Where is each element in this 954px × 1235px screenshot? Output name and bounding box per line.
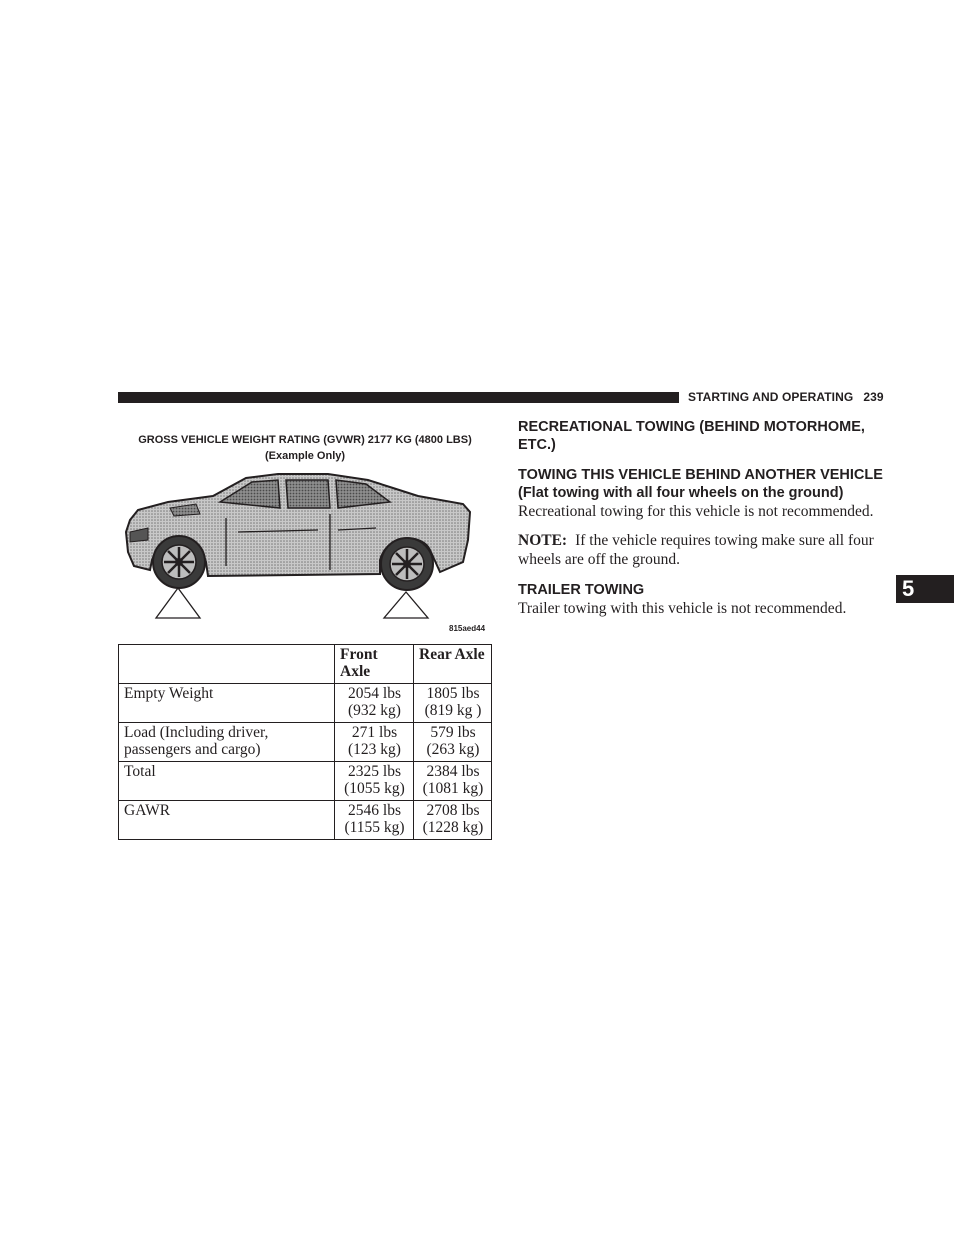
figure-caption (118, 432, 492, 464)
row-label: GAWR (119, 801, 335, 840)
table-row (119, 762, 492, 801)
row-label: Total (119, 762, 335, 801)
front-wheel (153, 536, 205, 588)
table-row (119, 723, 492, 762)
paragraph-trailer: Trailer towing with this vehicle is not recommended. (518, 600, 847, 617)
note-paragraph (518, 531, 894, 569)
rear-wheel (381, 538, 433, 590)
rear-axle-value: 2708 lbs (1228 kg) (414, 801, 492, 840)
running-header (688, 390, 884, 404)
rear-axle-value: 2384 lbs (1081 kg) (414, 762, 492, 801)
figure-caption-title: GROSS VEHICLE WEIGHT RATING (GVWR) 2177 KG (4800 LBS) (138, 434, 472, 446)
page-number: 239 (863, 390, 884, 404)
section-title: STARTING AND OPERATING (688, 390, 854, 404)
front-axle-value: 2325 lbs (1055 kg) (335, 762, 414, 801)
rear-axle-value: 1805 lbs (819 kg ) (414, 684, 492, 723)
heading-flat-towing: TOWING THIS VEHICLE BEHIND ANOTHER VEHICLE (Flat towing with all four wheels on the ground) (518, 467, 883, 501)
heading-recreational-towing: RECREATIONAL TOWING (BEHIND MOTORHOME, ETC.) (518, 419, 865, 453)
table-header-cell: Front Axle (335, 645, 414, 684)
table-header-row (119, 645, 492, 684)
rear-jack-stand (384, 592, 428, 618)
weight-table (118, 644, 492, 840)
figure-code: 815aed44 (449, 624, 486, 633)
paragraph-recreational: Recreational towing for this vehicle is not recommended. (518, 503, 874, 520)
front-axle-value: 271 lbs (123 kg) (335, 723, 414, 762)
rear-axle-value: 579 lbs (263 kg) (414, 723, 492, 762)
text-column (518, 418, 894, 618)
note-label: NOTE: (518, 532, 568, 549)
table-row (119, 801, 492, 840)
table-header-cell: Rear Axle (414, 645, 492, 684)
header-bar (118, 392, 679, 403)
note-text: If the vehicle requires towing make sure all four wheels are off the ground. (518, 532, 874, 568)
front-jack-stand (156, 588, 200, 618)
figure-caption-subtitle: (Example Only) (264, 450, 346, 462)
car-on-stands-illustration (118, 462, 492, 638)
chapter-tab[interactable]: 5 (896, 575, 954, 603)
row-label: Empty Weight (119, 684, 335, 723)
table-header-cell (119, 645, 335, 684)
row-label: Load (Including driver, passengers and cargo) (119, 723, 335, 762)
front-axle-value: 2054 lbs (932 kg) (335, 684, 414, 723)
front-axle-value: 2546 lbs (1155 kg) (335, 801, 414, 840)
heading-trailer-towing: TRAILER TOWING (518, 582, 645, 598)
table-row (119, 684, 492, 723)
